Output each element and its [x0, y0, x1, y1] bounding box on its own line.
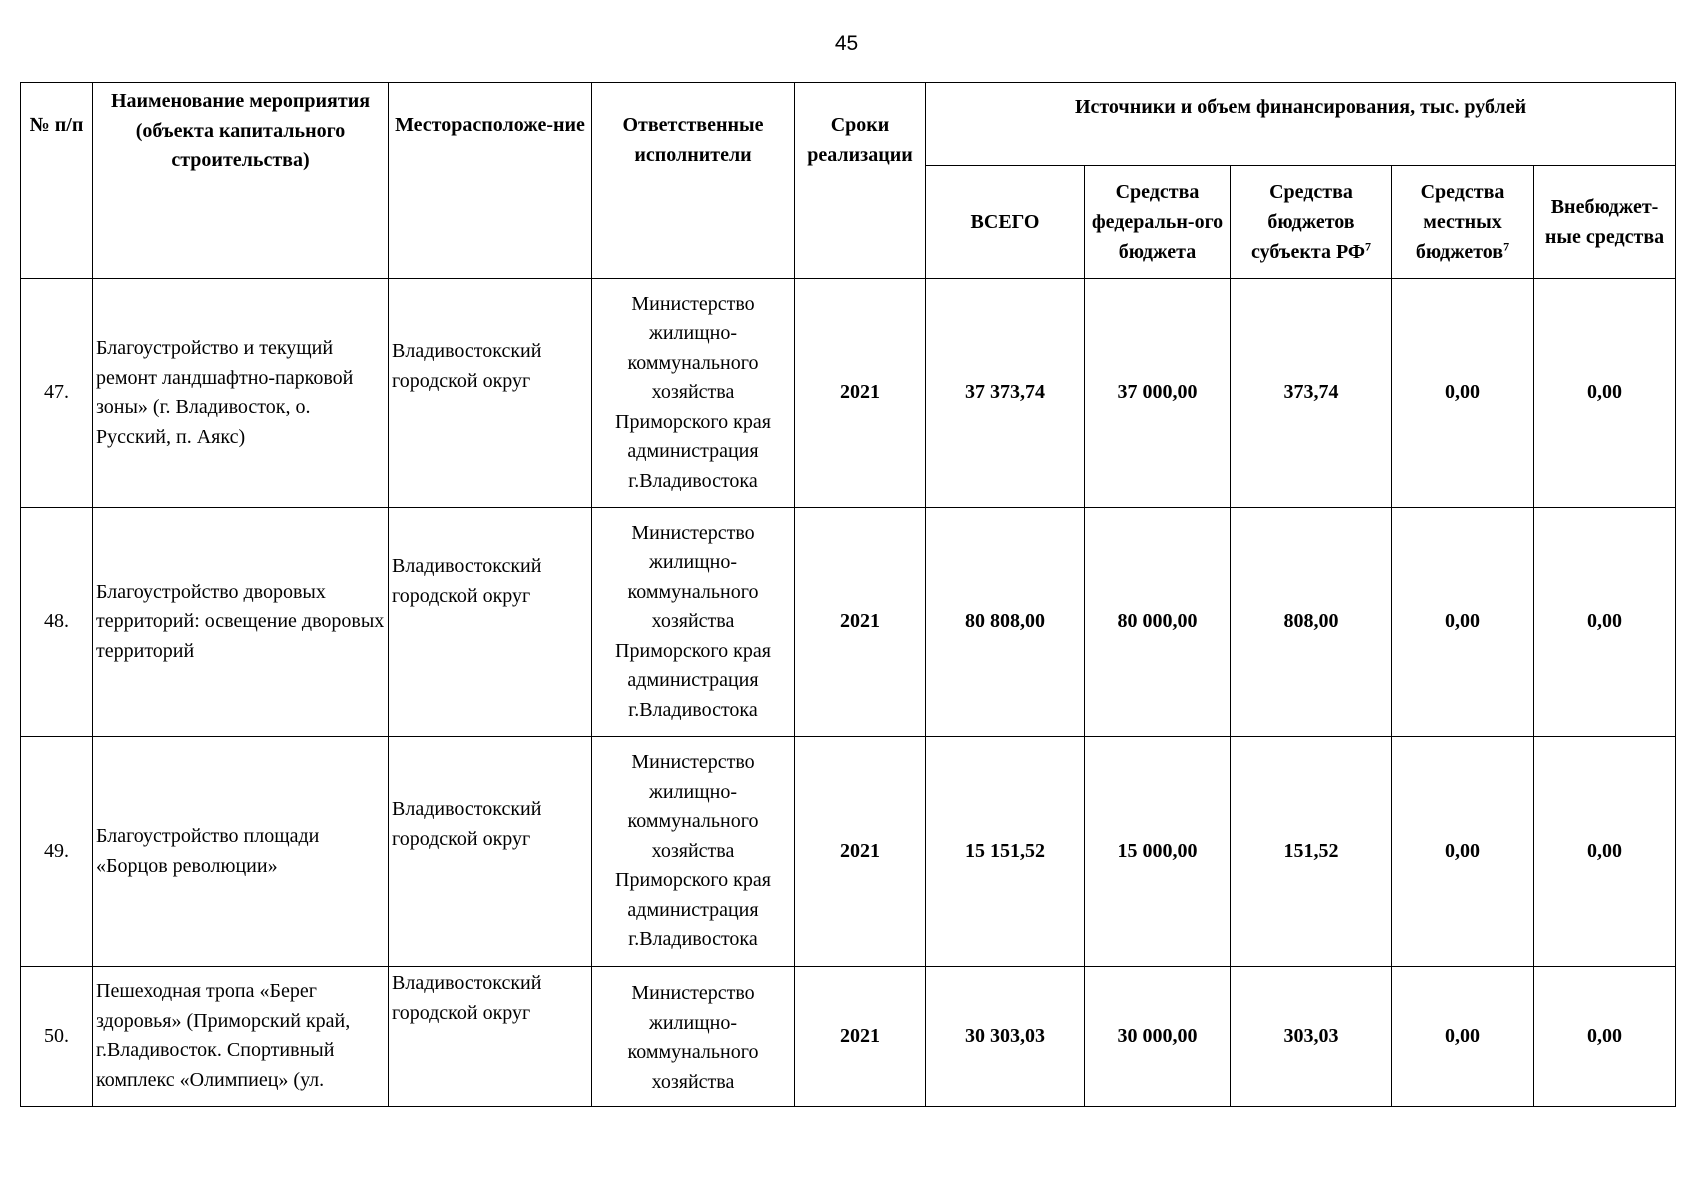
header-local — [1392, 166, 1534, 279]
row-executors: Министерство жилищно-коммунального хозяйства Приморского края администрация г.Владивостока — [592, 279, 795, 508]
row-name: Благоустройство дворовых территорий: освещение дворовых территорий — [93, 508, 389, 737]
row-total: 15 151,52 — [926, 737, 1085, 967]
row-location: Владивостокский городской округ — [389, 279, 592, 508]
row-local: 0,00 — [1392, 508, 1534, 737]
table-row — [21, 508, 1676, 737]
header-subject-label: Средства бюджетов субъекта РФ — [1250, 181, 1366, 263]
row-num: 48. — [21, 508, 93, 737]
row-subject: 808,00 — [1231, 508, 1392, 737]
row-period: 2021 — [795, 737, 926, 967]
row-executors: Министерство жилищно-коммунального хозяйства Приморского края администрация г.Владивостока — [592, 508, 795, 737]
header-executors: Ответственные исполнители — [592, 83, 795, 279]
header-local-label: Средства местных бюджетов — [1415, 181, 1505, 263]
row-federal: 80 000,00 — [1085, 508, 1231, 737]
header-name: Наименование мероприятия (объекта капитального строительства) — [93, 83, 389, 279]
row-extra: 0,00 — [1534, 508, 1676, 737]
row-federal: 37 000,00 — [1085, 279, 1231, 508]
row-name: Благоустройство и текущий ремонт ландшафтно-парковой зоны» (г. Владивосток, о. Русский, п. Аякс) — [93, 279, 389, 508]
row-executors: Министерство жилищно-коммунального хозяйства Приморского края администрация г.Владивостока — [592, 737, 795, 967]
row-extra: 0,00 — [1534, 279, 1676, 508]
table-row — [21, 967, 1676, 1107]
row-local: 0,00 — [1392, 737, 1534, 967]
financing-table — [20, 82, 1676, 1107]
row-name: Благоустройство площади «Борцов революции» — [93, 737, 389, 967]
header-subject-footnote: 7 — [1365, 239, 1372, 254]
row-federal: 30 000,00 — [1085, 967, 1231, 1107]
row-subject: 373,74 — [1231, 279, 1392, 508]
row-subject: 151,52 — [1231, 737, 1392, 967]
row-executors: Министерство жилищно-коммунального хозяйства — [592, 967, 795, 1107]
row-total: 30 303,03 — [926, 967, 1085, 1107]
row-num: 50. — [21, 967, 93, 1107]
row-period: 2021 — [795, 279, 926, 508]
header-location: Месторасположе-ние — [389, 83, 592, 279]
row-federal: 15 000,00 — [1085, 737, 1231, 967]
row-local: 0,00 — [1392, 279, 1534, 508]
header-local-footnote: 7 — [1503, 239, 1510, 254]
header-sources: Источники и объем финансирования, тыс. рублей — [926, 83, 1676, 166]
row-num: 47. — [21, 279, 93, 508]
table-row — [21, 279, 1676, 508]
row-period: 2021 — [795, 508, 926, 737]
table-row — [21, 737, 1676, 967]
header-num: № п/п — [21, 83, 93, 279]
page-number: 45 — [834, 32, 859, 55]
header-extra: Внебюджет-ные средства — [1534, 166, 1676, 279]
row-extra: 0,00 — [1534, 737, 1676, 967]
row-subject: 303,03 — [1231, 967, 1392, 1107]
row-location: Владивостокский городской округ — [389, 967, 592, 1107]
row-total: 80 808,00 — [926, 508, 1085, 737]
row-location: Владивостокский городской округ — [389, 737, 592, 967]
row-num: 49. — [21, 737, 93, 967]
row-extra: 0,00 — [1534, 967, 1676, 1107]
row-total: 37 373,74 — [926, 279, 1085, 508]
header-subject — [1231, 166, 1392, 279]
row-name: Пешеходная тропа «Берег здоровья» (Приморский край, г.Владивосток. Спортивный комплекс «Олимпиец» (ул. — [93, 967, 389, 1107]
header-federal: Средства федеральн-ого бюджета — [1085, 166, 1231, 279]
row-location: Владивостокский городской округ — [389, 508, 592, 737]
row-local: 0,00 — [1392, 967, 1534, 1107]
row-period: 2021 — [795, 967, 926, 1107]
header-period: Сроки реализации — [795, 83, 926, 279]
header-total: ВСЕГО — [926, 166, 1085, 279]
